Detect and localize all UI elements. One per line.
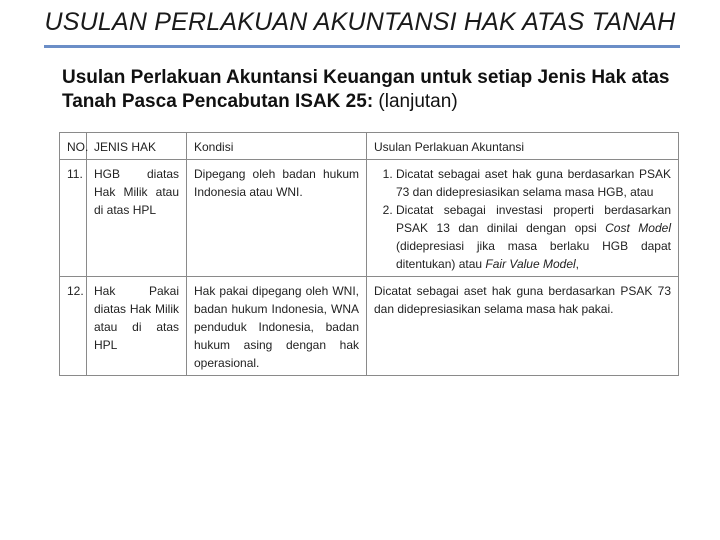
cell-kondisi: Dipegang oleh badan hukum Indonesia atau WNI.: [187, 160, 367, 277]
usulan-list: [374, 165, 671, 273]
cell-usulan: [367, 160, 679, 277]
cell-usulan: Dicatat sebagai aset hak guna berdasarkan PSAK 73 dan didepresiasikan selama masa hak pakai.: [367, 277, 679, 376]
usulan-item-2-pre: Dicatat sebagai investasi properti berdasarkan PSAK 13 dan dinilai dengan opsi: [396, 203, 671, 235]
header-jenis-hak: JENIS HAK: [87, 133, 187, 160]
cell-jenis-hak: Hak Pakai diatas Hak Milik atau di atas HPL: [87, 277, 187, 376]
cell-kondisi: Hak pakai dipegang oleh WNI, badan hukum Indonesia, WNA penduduk Indonesia, badan hukum asing dengan hak operasional.: [187, 277, 367, 376]
usulan-item-2: [396, 201, 671, 273]
slide-subtitle: [62, 66, 682, 114]
cost-model-term: Cost Model: [605, 221, 671, 235]
table-header-row: [60, 133, 679, 160]
table-row: [60, 277, 679, 376]
header-usulan: Usulan Perlakuan Akuntansi: [367, 133, 679, 160]
accounting-table: [59, 132, 679, 376]
usulan-item-1: 1. Dicatat sebagai aset hak guna berdasarkan PSAK 73 dan didepresiasikan selama masa HGB, atau: [396, 165, 671, 201]
subtitle-rest: (lanjutan): [373, 91, 458, 112]
title-underline: [44, 45, 680, 48]
header-no: NO.: [60, 133, 87, 160]
usulan-item-2-post: ,: [575, 257, 580, 271]
subtitle-bold: Usulan Perlakuan Akuntansi Keuangan untuk setiap Jenis Hak atas Tanah Pasca Pencabutan ISAK 25:: [62, 67, 670, 112]
cell-no: 11.: [60, 160, 87, 277]
slide-title: USULAN PERLAKUAN AKUNTANSI HAK ATAS TANAH: [44, 8, 676, 36]
header-kondisi: Kondisi: [187, 133, 367, 160]
fair-value-model-term: Fair Value Model: [485, 257, 576, 271]
usulan-item-2-mid: (didepresiasi jika masa berlaku HGB dapat ditentukan) atau: [396, 239, 671, 271]
cell-no: 12.: [60, 277, 87, 376]
cell-jenis-hak: HGB diatas Hak Milik atau di atas HPL: [87, 160, 187, 277]
table-row: [60, 160, 679, 277]
